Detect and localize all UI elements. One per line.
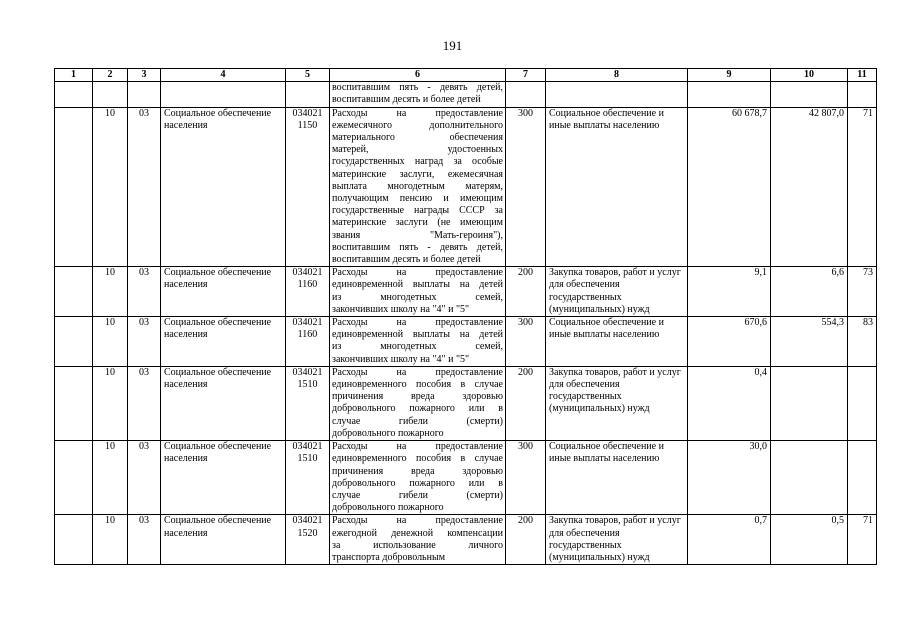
- cell-description: [330, 366, 506, 440]
- description-line: из многодетных семей,: [332, 291, 503, 303]
- cell-percent: 71: [848, 107, 877, 267]
- target-code-part2: 1150: [297, 119, 318, 131]
- description-line: за использование личного: [332, 539, 503, 551]
- cell-section-name: Социальное обеспечение населения: [161, 317, 286, 367]
- table-row: [55, 441, 877, 515]
- description-line: государственных наград за особые: [332, 156, 503, 168]
- cell-target-code: [286, 515, 330, 565]
- cell-amount-col9: 30,0: [688, 441, 771, 515]
- description-line: Расходы на предоставление: [332, 366, 503, 378]
- cell-subsection: 03: [128, 366, 161, 440]
- cell-description: [330, 317, 506, 367]
- cell-section: 10: [93, 441, 128, 515]
- cell-amount-col9: 0,4: [688, 366, 771, 440]
- cell-amount-col10: 554,3: [771, 317, 848, 367]
- cell-amount-col10: 6,6: [771, 267, 848, 317]
- cell-col1: [55, 107, 93, 267]
- description-line: материнские заслуги, ежемесячная: [332, 168, 503, 180]
- description-line: случае гибели (смерти): [332, 489, 503, 501]
- cell-section: [93, 82, 128, 107]
- target-code-part2: 1510: [297, 453, 318, 465]
- cell-col1: [55, 267, 93, 317]
- header-row: [55, 69, 877, 82]
- cell-amount-col9: 670,6: [688, 317, 771, 367]
- table-row: [55, 107, 877, 267]
- description-line: единовременного пособия в случае: [332, 379, 503, 391]
- cell-section: 10: [93, 366, 128, 440]
- cell-amount-col10: [771, 441, 848, 515]
- cell-expense-type-name: Закупка товаров, работ и услуг для обеспечения государственных (муниципальных) нужд: [546, 267, 688, 317]
- cell-expense-type: 200: [506, 366, 546, 440]
- target-code-part2: 1520: [297, 527, 318, 539]
- cell-expense-type-name: [546, 82, 688, 107]
- description-line: материнские заслуги (не имеющим: [332, 217, 503, 229]
- cell-percent: [848, 366, 877, 440]
- description-line: добровольного пожарного: [332, 502, 444, 514]
- target-code-part1: 034021: [292, 107, 323, 119]
- description-line: ежемесячного дополнительного: [332, 119, 503, 131]
- cell-percent: 71: [848, 515, 877, 565]
- description-line: единовременной выплаты на детей: [332, 329, 503, 341]
- description-line: закончивших школу на "4" и "5": [332, 353, 470, 365]
- cell-description: [330, 441, 506, 515]
- description-line: воспитавшим десять и более детей: [332, 94, 481, 106]
- col-header: 2: [93, 69, 128, 82]
- target-code-part1: 034021: [292, 441, 323, 453]
- cell-amount-col10: 42 807,0: [771, 107, 848, 267]
- cell-subsection: 03: [128, 107, 161, 267]
- cell-expense-type-name: Закупка товаров, работ и услуг для обеспечения государственных (муниципальных) нужд: [546, 515, 688, 565]
- description-line: выплата многодетным матерям,: [332, 180, 503, 192]
- cell-col1: [55, 441, 93, 515]
- cell-section-name: Социальное обеспечение населения: [161, 515, 286, 565]
- cell-section-name: [161, 82, 286, 107]
- target-code-part1: 034021: [292, 317, 323, 329]
- description-line: воспитавшим пять - девять детей,: [332, 241, 503, 253]
- cell-section-name: Социальное обеспечение населения: [161, 366, 286, 440]
- cell-col1: [55, 82, 93, 107]
- col-header: 9: [688, 69, 771, 82]
- cell-target-code: [286, 107, 330, 267]
- target-code-part2: 1510: [297, 379, 318, 391]
- cell-amount-col9: 60 678,7: [688, 107, 771, 267]
- description-line: Расходы на предоставление: [332, 515, 503, 527]
- col-header: 5: [286, 69, 330, 82]
- description-line: причинения вреда здоровью: [332, 391, 503, 403]
- cell-percent: 83: [848, 317, 877, 367]
- cell-target-code: [286, 441, 330, 515]
- cell-amount-col9: 0,7: [688, 515, 771, 565]
- target-code-part1: 034021: [292, 267, 323, 279]
- cell-expense-type-name: Социальное обеспечение и иные выплаты населению: [546, 441, 688, 515]
- description-line: Расходы на предоставление: [332, 317, 503, 329]
- col-header: 10: [771, 69, 848, 82]
- target-code-part2: 1160: [297, 279, 318, 291]
- target-code-part1: 034021: [292, 515, 323, 527]
- cell-amount-col9: 9,1: [688, 267, 771, 317]
- table-row: [55, 82, 877, 107]
- cell-target-code: [286, 267, 330, 317]
- description-line: Расходы на предоставление: [332, 107, 503, 119]
- description-line: причинения вреда здоровью: [332, 465, 503, 477]
- description-line: закончивших школу на "4" и "5": [332, 303, 470, 315]
- col-header: 1: [55, 69, 93, 82]
- cell-expense-type-name: Социальное обеспечение и иные выплаты населению: [546, 107, 688, 267]
- cell-amount-col9: [688, 82, 771, 107]
- cell-section: 10: [93, 267, 128, 317]
- description-line: Расходы на предоставление: [332, 267, 503, 279]
- description-line: звания "Мать-героиня"),: [332, 229, 503, 241]
- cell-expense-type: 300: [506, 107, 546, 267]
- cell-expense-type: [506, 82, 546, 107]
- cell-expense-type: 200: [506, 515, 546, 565]
- cell-expense-type: 200: [506, 267, 546, 317]
- target-code-part1: 034021: [292, 366, 323, 378]
- col-header: 8: [546, 69, 688, 82]
- cell-subsection: 03: [128, 267, 161, 317]
- cell-target-code: [286, 366, 330, 440]
- cell-expense-type: 300: [506, 317, 546, 367]
- cell-percent: [848, 441, 877, 515]
- cell-target-code: [286, 317, 330, 367]
- table-row: [55, 366, 877, 440]
- cell-col1: [55, 317, 93, 367]
- description-line: транспорта добровольным: [332, 551, 446, 563]
- cell-description: [330, 267, 506, 317]
- col-header: 3: [128, 69, 161, 82]
- cell-amount-col10: [771, 366, 848, 440]
- col-header: 11: [848, 69, 877, 82]
- table-row: [55, 515, 877, 565]
- description-line: добровольного пожарного или в: [332, 477, 503, 489]
- cell-expense-type-name: Закупка товаров, работ и услуг для обеспечения государственных (муниципальных) нужд: [546, 366, 688, 440]
- cell-amount-col10: 0,5: [771, 515, 848, 565]
- cell-expense-type-name: Социальное обеспечение и иные выплаты населению: [546, 317, 688, 367]
- description-line: воспитавшим десять и более детей: [332, 254, 481, 266]
- description-line: ежегодной денежной компенсации: [332, 527, 503, 539]
- cell-percent: 73: [848, 267, 877, 317]
- budget-table: [54, 68, 877, 565]
- cell-col1: [55, 515, 93, 565]
- cell-section-name: Социальное обеспечение населения: [161, 107, 286, 267]
- page-number: 191: [442, 38, 463, 53]
- cell-target-code: [286, 82, 330, 107]
- description-line: единовременного пособия в случае: [332, 453, 503, 465]
- table-row: [55, 317, 877, 367]
- description-line: добровольного пожарного или в: [332, 403, 503, 415]
- description-line: матерей, удостоенных: [332, 144, 503, 156]
- description-line: Расходы на предоставление: [332, 441, 503, 453]
- col-header: 6: [330, 69, 506, 82]
- description-line: из многодетных семей,: [332, 341, 503, 353]
- cell-section: 10: [93, 515, 128, 565]
- cell-amount-col10: [771, 82, 848, 107]
- description-line: единовременной выплаты на детей: [332, 279, 503, 291]
- cell-col1: [55, 366, 93, 440]
- description-line: добровольного пожарного: [332, 427, 444, 439]
- cell-subsection: 03: [128, 515, 161, 565]
- cell-section-name: Социальное обеспечение населения: [161, 441, 286, 515]
- cell-description: [330, 515, 506, 565]
- cell-section: 10: [93, 107, 128, 267]
- description-line: воспитавшим пять - девять детей,: [332, 82, 503, 94]
- description-line: получающим пенсию и имеющим: [332, 193, 503, 205]
- col-header: 4: [161, 69, 286, 82]
- cell-description: [330, 107, 506, 267]
- col-header: 7: [506, 69, 546, 82]
- description-line: государственные награды СССР за: [332, 205, 503, 217]
- description-line: материального обеспечения: [332, 132, 503, 144]
- cell-description: [330, 82, 506, 107]
- cell-section-name: Социальное обеспечение населения: [161, 267, 286, 317]
- cell-subsection: 03: [128, 317, 161, 367]
- table-row: [55, 267, 877, 317]
- target-code-part2: 1160: [297, 329, 318, 341]
- cell-subsection: 03: [128, 441, 161, 515]
- cell-percent: [848, 82, 877, 107]
- cell-expense-type: 300: [506, 441, 546, 515]
- description-line: случае гибели (смерти): [332, 415, 503, 427]
- cell-subsection: [128, 82, 161, 107]
- cell-section: 10: [93, 317, 128, 367]
